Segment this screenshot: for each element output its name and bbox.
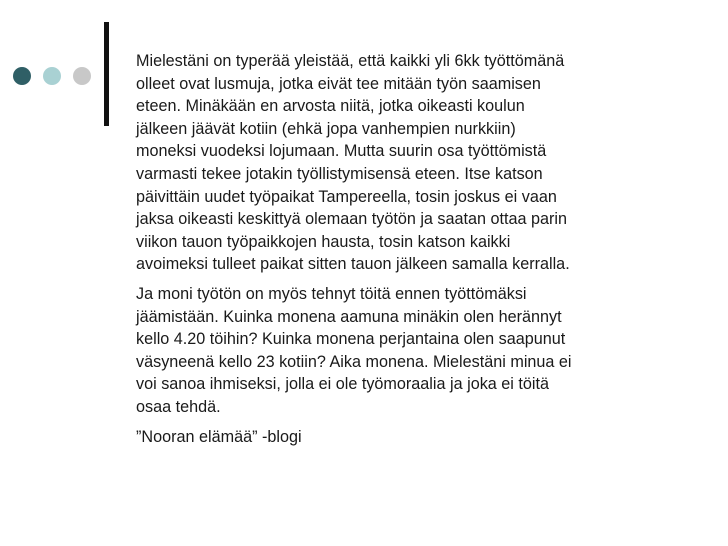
- slide-body: [136, 50, 576, 448]
- paragraph-opinion: Mielestäni on typerää yleistää, että kaikki yli 6kk työttömänä olleet ovat lusmuja, jotka eivät tee mitään työn saamisen eteen. Minäkään en arvosta niitä, jotka oikeasti koulun jälkeen jäävät kotiin (ehkä jopa vanhempien nurkkiin) moneksi vuodeksi lojumaan. Mutta suurin osa työttömistä varmasti tekee jotakin työllistymisensä eteen. Itse katson päivittäin uudet työpaikat Tampereella, tosin joskus ei vaan jaksa oikeasti keskittyä olemaan työtön ja saatan ottaa parin viikon tauon työpaikkojen hausta, tosin katson kaikki avoimeksi tulleet paikat sitten tauon jälkeen samalla kerralla.: [136, 52, 570, 274]
- source-citation: ”Nooran elämää” -blogi: [136, 427, 302, 446]
- vertical-divider-bar: [104, 22, 109, 126]
- decorative-dot-light: [43, 67, 61, 85]
- decorative-dot-dark: [13, 67, 31, 85]
- decorative-dot-gray: [73, 67, 91, 85]
- paragraph-experience: Ja moni työtön on myös tehnyt töitä ennen työttömäksi jäämistään. Kuinka monena aamuna minäkin olen herännyt kello 4.20 töihin? Kuinka monena perjantaina olen saapunut väsyneenä kello 23 kotiin? Aika monena. Mielestäni minua ei voi sanoa ihmiseksi, jolla ei ole työmoraalia ja joka ei töitä osaa tehdä.: [136, 284, 572, 416]
